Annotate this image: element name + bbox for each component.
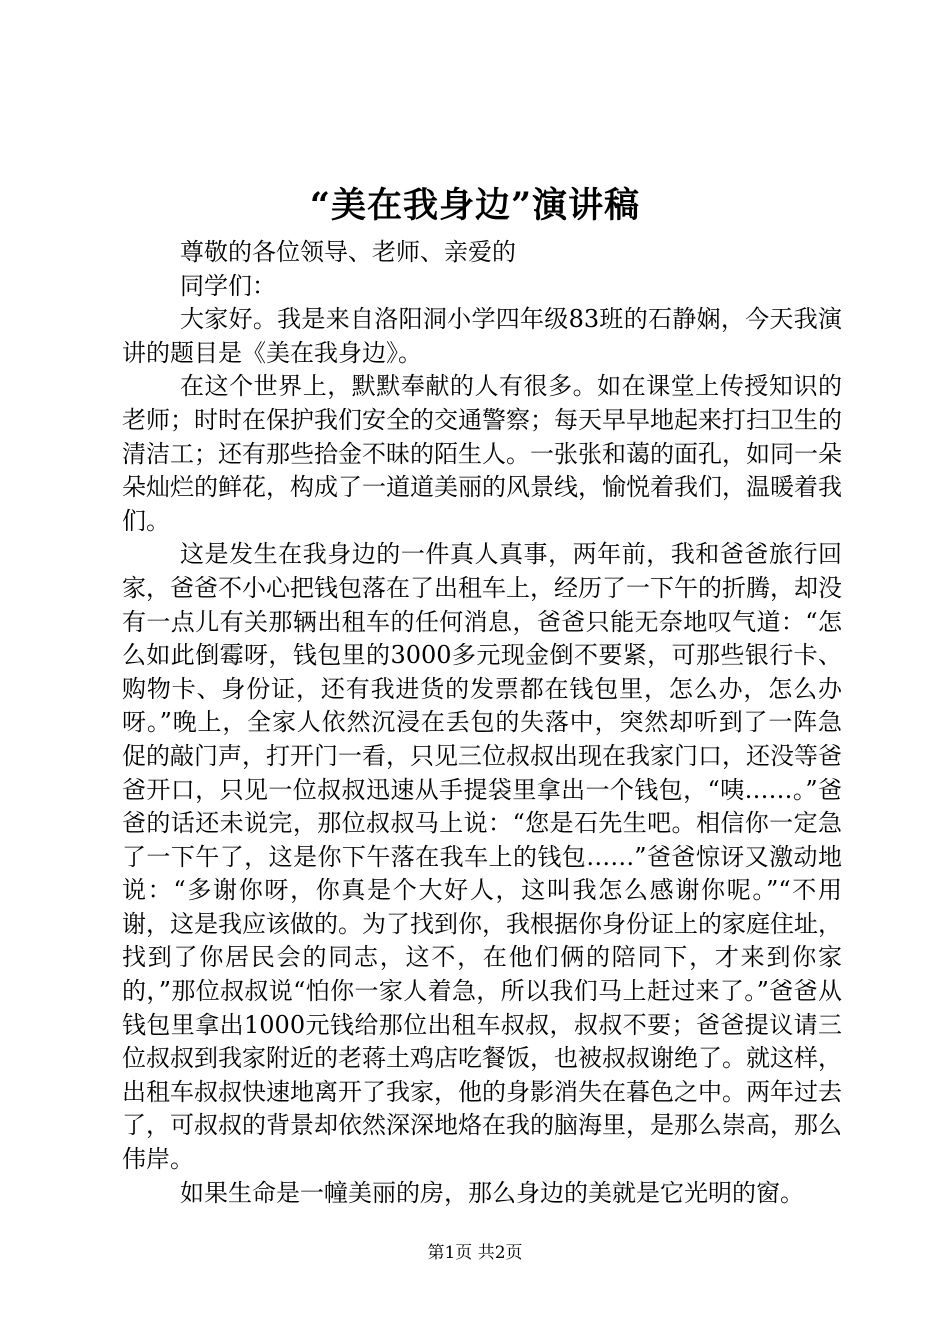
paragraph-story: 这是发生在我身边的一件真人真事，两年前，我和爸爸旅行回家，爸爸不小心把钱包落在了出租车上，经历了一下午的折腾，却没有一点儿有关那辆出租车的任何消息，爸爸只能无奈地叹气道：“怎么如此倒霉呀，钱包里的3000多元现金倒不要紧，可那些银行卡、购物卡、身份证，还有我进货的发票都在钱包里，怎么办，怎么办呀。”晚上，全家人依然沉浸在丢包的失落中，突然却听到了一阵急促的敲门声，打开门一看，只见三位叔叔出现在我家门口，还没等爸爸开口，只见一位叔叔迅速从手提袋里拿出一个钱包，“咦……。”爸爸的话还未说完，那位叔叔马上说：“您是石先生吧。相信你一定急了一下午了，这是你下午落在我车上的钱包……”爸爸惊讶又激动地说：“多谢你呀，你真是个大好人，这叫我怎么感谢你呢。”“不用谢，这是我应该做的。为了找到你，我根据你身份证上的家庭住址，找到了你居民会的同志，这不，在他们俩的陪同下，才来到你家的，”那位叔叔说“怕你一家人着急，所以我们马上赶过来了。”爸爸从钱包里拿出1000元钱给那位出租车叔叔，叔叔不要；爸爸提议请三位叔叔到我家附近的老蒋土鸡店吃餐饭，也被叔叔谢绝了。就这样，出租车叔叔快速地离开了我家，他的身影消失在暮色之中。两年过去了，可叔叔的背景却依然深深地烙在我的脑海里，是那么崇高，那么伟岸。 — [122, 540, 842, 1174]
salutation-line-1: 尊敬的各位领导、老师、亲爱的 — [180, 238, 516, 266]
page-number-footer: 第1页 共2页 — [427, 1243, 523, 1263]
salutation-line-2: 同学们： — [180, 271, 276, 300]
document-title: “美在我身边”演讲稿 — [309, 185, 641, 226]
paragraph-dedication: 在这个世界上，默默奉献的人有很多。如在课堂上传授知识的老师；时时在保护我们安全的交通警察；每天早早地起来打扫卫生的清洁工；还有那些拾金不昧的陌生人。一张张和蔼的面孔，如同一朵朵灿烂的鲜花，构成了一道道美丽的风景线，愉悦着我们，温暖着我们。 — [122, 372, 842, 535]
paragraph-closing: 如果生命是一幢美丽的房，那么身边的美就是它光明的窗。 — [180, 1178, 804, 1207]
paragraph-greeting: 大家好。我是来自洛阳洞小学四年级83班的石静娴，今天我演讲的题目是《美在我身边》。 — [122, 305, 842, 367]
document-body — [122, 236, 842, 1210]
